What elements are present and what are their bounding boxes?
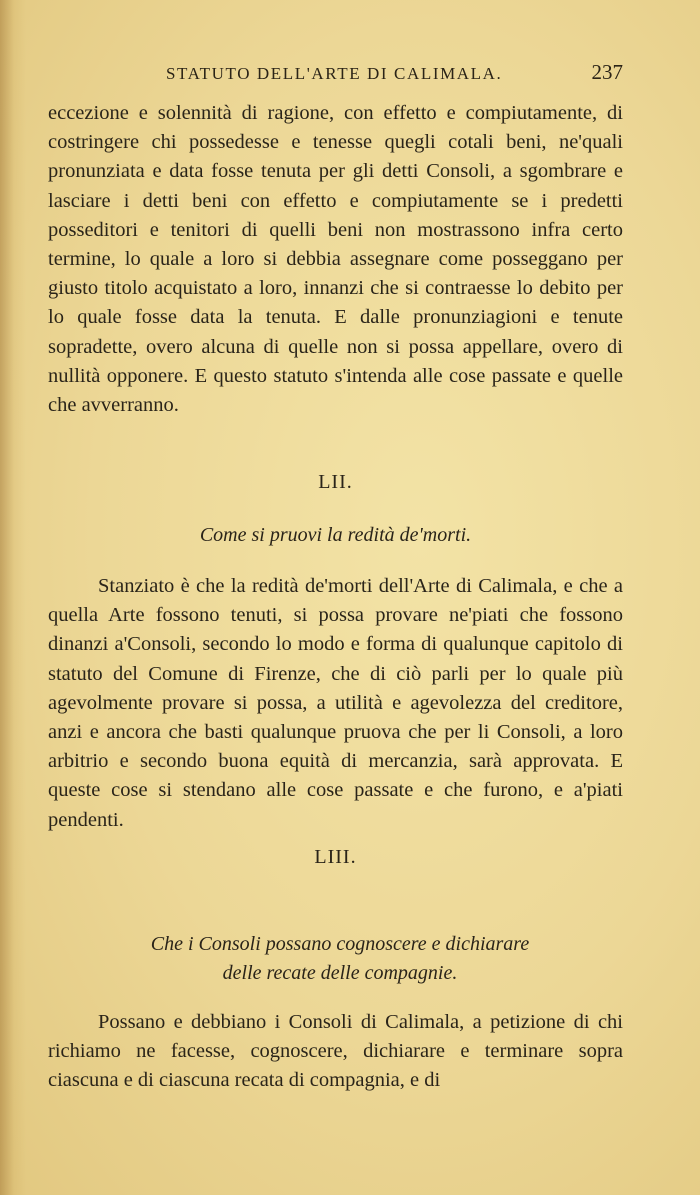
running-head — [48, 60, 623, 90]
chapter-52-title: Come si pruovi la redità de'morti. — [199, 524, 472, 546]
running-title: STATUTO DELL'ARTE DI CALIMALA. — [166, 64, 503, 83]
chapter-52-paragraph: Stanziato è che la redità de'morti dell'Arte di Calimala, e che a quella Arte fossono tenuti, si possa provare ne'piati che fossono dinanzi a'Consoli, secondo lo modo e forma di qualunque capitolo di statuto del Comune di Firenze, che di ciò parli per lo quale più agevolmente provare si possa, a utilità e agevolezza del creditore, anzi e ancora che basti qualunque pruova che per li Consoli, a loro arbitrio e secondo buona equità di mercanzia, sarà approvata. E queste cose si stendano alle cose passate e che furono, e a'piati pendenti. — [48, 575, 623, 831]
page-number: 237 — [591, 60, 623, 84]
chapter-53-paragraph: Possano e debbiano i Consoli di Calimala, a petizione di chi richiamo ne facesse, cognoscere, dichiarare e terminare sopra ciascuna e di ciascuna recata di compagnia, e di — [48, 1011, 623, 1092]
continuation-paragraph: eccezione e solennità di ragione, con effetto e compiutamente, di costringere chi possedesse e tenesse quegli cotali beni, ne'quali pronunziata e data fosse tenuta per gli detti Consoli, a sgombrare e lasciare i detti beni con effetto e compiutamente se i predetti posseditori e tenitori di quelli beni non mostrassono infra certo termine, lo quale a loro si debbia assegnare come posseggano per giusto titolo acquistato a loro, innanzi che si contraesse lo debito per lo quale fosse data la tenuta. E dalle pronunziagioni e tenute sopradette, overo alcuna di quelle non si possa appellare, overo di nullità opponere. E questo statuto s'intenda alle cose passate e quelle che avverranno. — [48, 102, 623, 417]
chapter-53-title: Che i Consoli possano cognoscere e dichiarare delle recate delle compagnie. — [150, 933, 530, 984]
chapter-53-number: LIII. — [314, 846, 357, 868]
chapter-52-number: LII. — [318, 471, 353, 493]
